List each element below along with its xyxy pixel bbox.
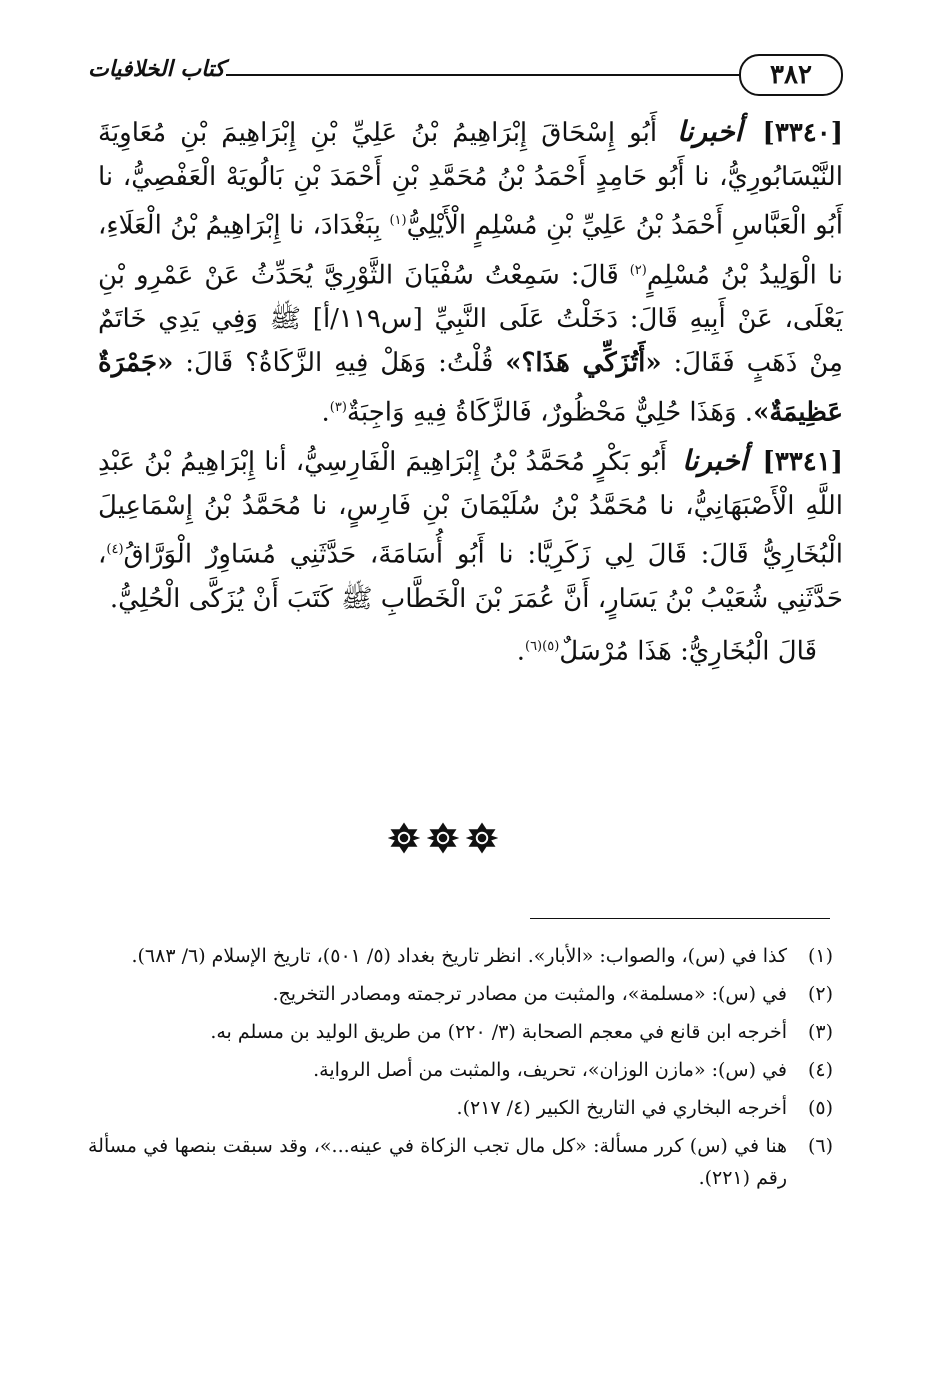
isnad-text: أَبُو إِسْحَاقَ إِبْرَاهِيمُ بْنُ عَلِيِّ بْنِ إِبْرَاهِيمَ بْنِ مُعَاوِيَةَ النَّيْسَابُورِيُّ، نا أَبُو حَامِدٍ أَحْمَدُ بْنُ مُحَمَّدِ بْنِ أَحْمَدَ بْنِ بَالُويَهْ الْعَفْصِيُّ، نا أَبُو الْعَبَّاسِ أَحْمَدُ بْنُ عَلِيِّ بْنِ مُسْلِمٍ الْأَيْلِيُّ bbox=[98, 118, 843, 242]
footnote-number: (٢) bbox=[807, 983, 833, 1005]
hadith-paragraph-3341 bbox=[98, 439, 843, 621]
floral-ornament-icon bbox=[427, 822, 459, 854]
prophetic-quote: «جَمْرَةٌ عَظِيمَةٌ» bbox=[98, 347, 843, 428]
footnote-divider bbox=[530, 918, 830, 919]
footnote-text: في (س): «مسلمة»، والمثبت من مصادر ترجمته ومصادر التخريج. bbox=[272, 983, 787, 1005]
footnote bbox=[88, 978, 833, 1010]
closing-text: قَالَ الْبُخَارِيُّ: هَذَا مُرْسَلٌ bbox=[559, 637, 817, 668]
sentence-end: . bbox=[321, 397, 330, 428]
book-title: كتاب الخلافيات bbox=[88, 56, 225, 82]
page-header bbox=[88, 52, 843, 96]
main-text bbox=[98, 110, 843, 675]
footnote-number: (٤) bbox=[807, 1059, 833, 1081]
matn-text: قُلْتُ: وَهَلْ فِيهِ الزَّكَاةُ؟ قَالَ: bbox=[173, 347, 506, 378]
footnote-number: (٦) bbox=[807, 1135, 833, 1157]
footnote-number: (١) bbox=[807, 945, 833, 967]
isnad-text: أَبُو بَكْرٍ مُحَمَّدُ بْنُ إِبْرَاهِيمَ الْفَارِسِيُّ، أنا إِبْرَاهِيمُ بْنُ عَبْدِ اللَّهِ الْأَصْبَهَانِيُّ، نا مُحَمَّدُ بْنُ سُلَيْمَانَ بْنِ فَارِسٍ، نا مُحَمَّدُ بْنُ إِسْمَاعِيلَ الْبُخَارِيُّ قَالَ: قَالَ لِي زَكَرِيَّا: نا أَبُو أُسَامَةَ، حَدَّثَنِي مُسَاوِرٌ الْوَرَّاقُ bbox=[98, 446, 843, 570]
page-number: ٣٨٢ bbox=[739, 54, 843, 96]
footnote-text: هنا في (س) كرر مسألة: «كل مال تجب الزكاة في عينه...»، وقد سبقت بنصها في مسألة رقم (٢٢١). bbox=[88, 1135, 787, 1189]
footnote-number: (٥) bbox=[807, 1097, 833, 1119]
footnote-ref: (٥)(٦) bbox=[524, 639, 560, 655]
hadith-number: [٣٣٤٠] bbox=[762, 118, 844, 148]
prophetic-quote: «أَتُزَكِّي هَذَا؟» bbox=[505, 347, 662, 378]
footnote-text: أخرجه ابن قانع في معجم الصحابة (٣/ ٢٢٠) من طريق الوليد بن مسلم به. bbox=[210, 1021, 787, 1043]
footnote bbox=[88, 1054, 833, 1086]
footnote bbox=[88, 1016, 833, 1048]
footnote-ref: (٣) bbox=[329, 399, 347, 415]
footnote-text: كذا في (س)، والصواب: «الأبار». انظر تاريخ بغداد (٥/ ٥٠١)، تاريخ الإسلام (٦/ ٦٨٣). bbox=[131, 945, 787, 967]
footnote bbox=[88, 1130, 833, 1194]
floral-ornament-icon bbox=[466, 822, 498, 854]
footnotes bbox=[88, 940, 833, 1200]
hadith-paragraph-3340 bbox=[98, 110, 843, 435]
footnote-ref: (٤) bbox=[106, 542, 124, 558]
footnote bbox=[88, 1092, 833, 1124]
footnote-text: في (س): «مازن الوزان»، تحريف، والمثبت من أصل الرواية. bbox=[313, 1059, 787, 1081]
sentence-end: . bbox=[516, 637, 525, 668]
footnote-ref: (١) bbox=[389, 213, 407, 229]
matn-text: ، حَدَّثَنِي شُعَيْبُ بْنُ يَسَارٍ، أَنَّ عُمَرَ بْنَ الْخَطَّابِ ﷺ كَتَبَ أَنْ يُزَكَّى الْحُلِيُّ. bbox=[98, 539, 843, 614]
footnote-number: (٣) bbox=[807, 1021, 833, 1043]
isnad-text: بِبَغْدَادَ، نا إِبْرَاهِيمُ بْنُ الْعَلَاءِ، نا الْوَلِيدُ بْنُ مُسْلِمٍ bbox=[98, 211, 843, 291]
section-ornaments bbox=[388, 820, 498, 856]
footnote-ref: (٢) bbox=[629, 262, 647, 278]
closing-remark bbox=[98, 625, 843, 674]
akhbarana-label: أخبرنا bbox=[677, 115, 743, 148]
matn-text: قَالَ: سَمِعْتُ سُفْيَانَ الثَّوْرِيَّ يُحَدِّثُ عَنْ عَمْرِو بْنِ يَعْلَى، عَنْ أَبِيهِ قَالَ: دَخَلْتُ عَلَى النَّبِيِّ [س١١٩/أ] ﷺ وَفِي يَدِي خَاتَمٌ مِنْ ذَهَبٍ فَقَالَ: bbox=[98, 260, 843, 378]
footnote-text: أخرجه البخاري في التاريخ الكبير (٤/ ٢١٧). bbox=[456, 1097, 787, 1119]
matn-text: . وَهَذَا حُلِيٌّ مَحْظُورٌ، فَالزَّكَاةُ فِيهِ وَاجِبَةٌ bbox=[346, 397, 754, 428]
hadith-number: [٣٣٤١] bbox=[762, 446, 844, 477]
akhbarana-label: أخبرنا bbox=[682, 443, 748, 477]
floral-ornament-icon bbox=[388, 822, 420, 854]
header-rule bbox=[226, 74, 739, 76]
footnote bbox=[88, 940, 833, 972]
